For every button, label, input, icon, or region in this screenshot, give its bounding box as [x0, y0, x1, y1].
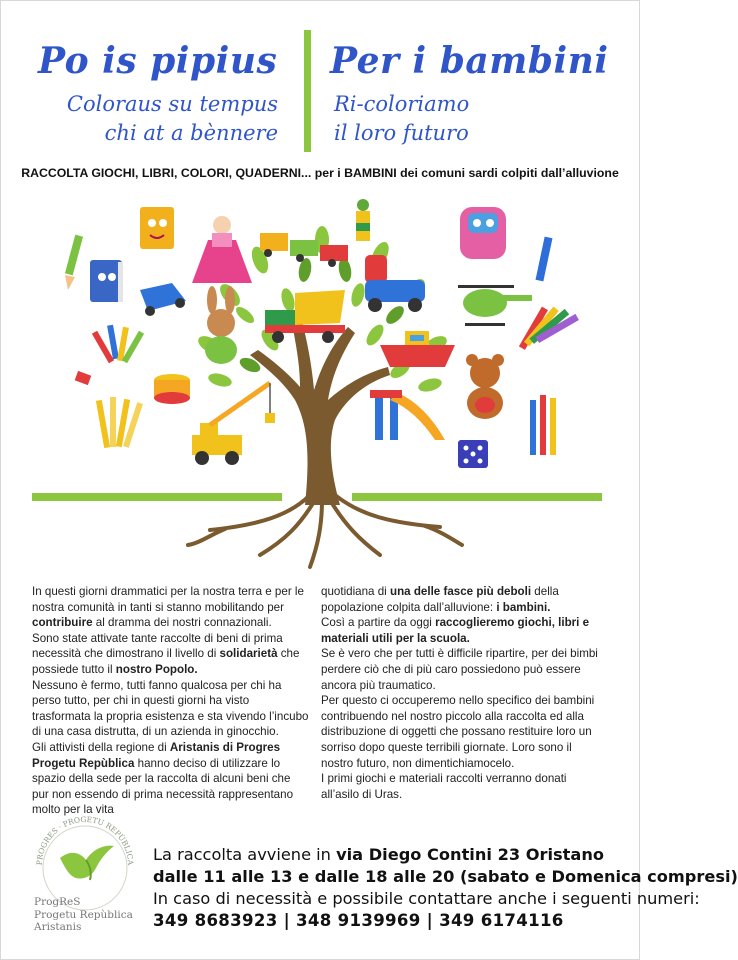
address-line: La raccolta avviene in via Diego Contini 23 Oristano — [153, 845, 604, 864]
crayons-icon — [92, 325, 144, 363]
subtitle-left-line-1: Coloraus su tempus — [66, 92, 278, 116]
subtitle-left — [67, 90, 278, 148]
book-yellow-icon — [140, 207, 174, 249]
subtitle-right-line-2: il loro futuro — [334, 121, 469, 145]
logo-text — [34, 896, 133, 934]
title-divider — [304, 30, 311, 152]
divider-right — [352, 493, 602, 501]
paragraph: Gli attivisti della regione di Aristanis di Progres Progetu Repùblica hanno deciso di utilizzare lo spazio della sede per la raccolta di alcuni beni che pur non essendo di prima necessità rappresentano molto per la vita — [32, 740, 294, 817]
hours-line: dalle 11 alle 13 e dalle 18 alle 20 (sabato e Domenica compresi) — [153, 867, 738, 886]
rabbit-icon — [205, 286, 237, 364]
logo-ring-text: PROGRES · PROGETU REPÙBLICA — [34, 814, 136, 866]
bottle-icon — [356, 199, 370, 241]
title-left: Po is pipius — [38, 40, 278, 82]
logo-line-2: Progetu Repùblica — [34, 908, 133, 921]
sharpener-icon — [75, 371, 92, 385]
collection-info — [153, 844, 738, 932]
divider-left — [32, 493, 282, 501]
paragraph: Sono state attivate tante raccolte di beni di prima necessità che dimostrano il livello di solidarietà che possiede tutto il nostro Popolo. — [32, 631, 300, 676]
paragraph: Così a partire da oggi raccoglieremo giochi, libri e materiali utili per la scuola. — [321, 616, 590, 645]
boat-icon — [380, 331, 455, 367]
paragraph: Nessuno è fermo, tutti fanno qualcosa per chi ha perso tutto, per chi in questi giorni ha visto trasformata la propria esistenza e sta vivendo l’incubo di una casa distrutta, di un azienda in ginocchio. — [32, 678, 309, 739]
phone-numbers: 349 8683923 | 348 9139969 | 349 6174116 — [153, 911, 564, 930]
drum-icon — [154, 374, 190, 404]
paragraph: I primi giochi e materiali raccolti verranno donati all’asilo di Uras. — [321, 772, 567, 801]
slide-icon — [370, 390, 445, 440]
subtitle-right-line-1: Ri-coloriamo — [334, 92, 470, 116]
logo-line-3: Aristanis — [34, 921, 82, 933]
subtitle-right — [334, 90, 469, 148]
paragraph: Se è vero che per tutti è difficile ripartire, per dei bimbi perdere ciò che di più caro possiedono può essere ancora più traumatico. — [321, 647, 598, 692]
crane-icon — [192, 383, 275, 465]
pen-icon — [536, 237, 553, 282]
paragraph: In questi giorni drammatici per la nostra terra e per le nostra comunità in tanti si stanno mobilitando per contribuire al dramma dei nostri connazionali. — [32, 585, 304, 630]
logo-line-1: ProgReS — [34, 896, 81, 908]
helicopter-icon — [458, 285, 532, 326]
subtitle-left-line-2: chi at a bènnere — [104, 121, 278, 145]
teddy-bear-icon — [466, 354, 504, 419]
dice-icon — [458, 440, 488, 468]
body-column-right — [321, 584, 599, 802]
contact-line: In caso di necessità e possibile contattare anche i seguenti numeri: — [153, 889, 700, 908]
ride-on-car-icon — [365, 255, 425, 312]
paragraph: quotidiana di una delle fasce più deboli della popolazione colpita dall’alluvione: i bambini. — [321, 585, 559, 614]
pencils-icon — [530, 395, 556, 455]
toy-tree-illustration — [60, 195, 580, 575]
title-right: Per i bambini — [330, 40, 609, 82]
paragraph: Per questo ci occuperemo nello specifico dei bambini contribuendo nel nostro piccolo alla raccolta ed alla distribuzione di oggetti che possano restituire loro un sorriso dopo queste terribili giornate. Loro sono il nostro futuro, non dimentichiamocelo. — [321, 694, 595, 770]
dove-icon — [60, 846, 114, 880]
body-column-left — [32, 584, 310, 818]
book-icon — [90, 260, 123, 302]
headline: RACCOLTA GIOCHI, LIBRI, COLORI, QUADERNI... per i BAMBINI dei comuni sardi colpiti dall’alluvione — [21, 166, 619, 180]
doll-icon — [192, 216, 252, 283]
car-icon — [140, 283, 186, 316]
fries-icon — [96, 397, 143, 448]
pencils-fan-icon — [519, 306, 579, 349]
backpack-icon — [460, 207, 506, 259]
pencil-icon — [65, 235, 83, 290]
